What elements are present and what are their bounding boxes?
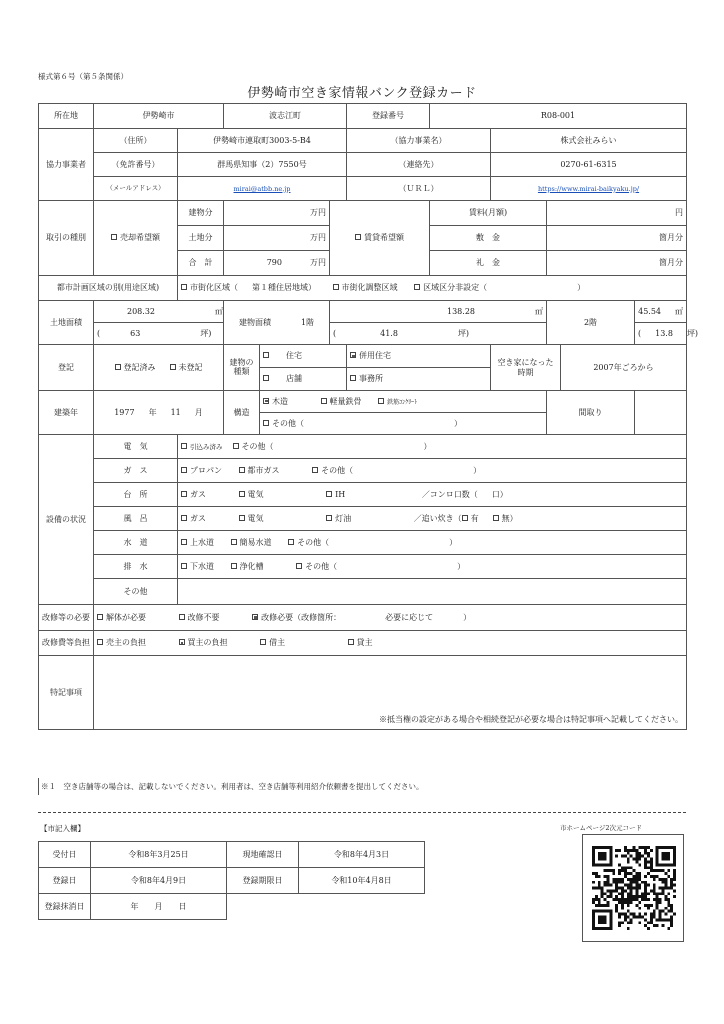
shop-checkbox[interactable] bbox=[263, 375, 269, 381]
facilities-other-label: その他 bbox=[94, 579, 178, 605]
house-option: 住宅 bbox=[260, 345, 347, 368]
floor1-area-tsubo: ( 41.8 坪) bbox=[330, 323, 547, 345]
inspection-date-label: 現地確認日 bbox=[227, 842, 299, 868]
gas-options: プロパン 都市ガス その他（ ） bbox=[178, 459, 687, 483]
office-checkbox[interactable] bbox=[350, 375, 356, 381]
registration-number: R08-001 bbox=[430, 104, 687, 129]
cooperator-email-link[interactable]: mirai@atbb.ne.jp bbox=[233, 184, 291, 193]
registration-options: 登記済み 未登記 bbox=[94, 345, 224, 391]
zoning-label: 都市計画区域の別(用途区域) bbox=[39, 276, 178, 301]
cooperator-company: 株式会社みらい bbox=[491, 129, 687, 153]
land-price: 万円 bbox=[224, 226, 330, 251]
page-title: 伊勢崎市空き家情報バンク登録カード bbox=[247, 86, 477, 101]
vacancy-period: 2007年ごろから bbox=[561, 345, 687, 391]
rent-checkbox[interactable] bbox=[355, 234, 361, 240]
kitchen-ih-checkbox[interactable] bbox=[326, 491, 332, 497]
land-area-sqm: 208.32 ㎡ bbox=[94, 301, 224, 323]
sale-checkbox[interactable] bbox=[111, 234, 117, 240]
reheat-yes-checkbox[interactable] bbox=[462, 515, 468, 521]
cooperator-license: 群馬県知事（2）7550号 bbox=[178, 153, 347, 177]
drain-sewer-checkbox[interactable] bbox=[181, 563, 187, 569]
bath-gas-checkbox[interactable] bbox=[181, 515, 187, 521]
wood-checkbox[interactable] bbox=[263, 398, 269, 404]
land-price-label: 土地分 bbox=[178, 226, 224, 251]
registration-form-table bbox=[38, 103, 699, 730]
structure-other-checkbox[interactable] bbox=[263, 420, 269, 426]
cooperator-url-label: （ＵＲＬ） bbox=[347, 177, 491, 201]
deposit-unit: 箇月分 bbox=[547, 226, 687, 251]
cooperator-license-label: （免許番号） bbox=[94, 153, 178, 177]
transaction-label: 取引の種別 bbox=[39, 201, 94, 276]
structure-options: 木造 軽量鉄骨 鉄筋ｺﾝｸﾘｰﾄ bbox=[260, 391, 547, 413]
floor1-area-sqm: 138.28 ㎡ bbox=[330, 301, 547, 323]
light-steel-checkbox[interactable] bbox=[321, 398, 327, 404]
bath-label: 風 呂 bbox=[94, 507, 178, 531]
cooperator-address-label: （住所） bbox=[94, 129, 178, 153]
registered-checkbox[interactable] bbox=[115, 364, 121, 370]
facilities-label: 設備の状況 bbox=[39, 435, 94, 605]
building-type-label: 建物の種類 bbox=[224, 345, 260, 391]
mixed-house-checkbox[interactable] bbox=[350, 352, 356, 358]
reheat-no-checkbox[interactable] bbox=[493, 515, 499, 521]
house-checkbox[interactable] bbox=[263, 352, 269, 358]
registered-date: 令和8年4月9日 bbox=[91, 868, 227, 894]
office-use-label: 【市記入欄】 bbox=[40, 824, 85, 833]
registered-date-label: 登録日 bbox=[39, 868, 91, 894]
kitchen-options: ガス 電気 IH ／コンロ口数（ 口） bbox=[178, 483, 687, 507]
monthly-rent-unit: 円 bbox=[547, 201, 687, 226]
total-price: 790 万円 bbox=[224, 251, 330, 276]
cancel-date-label: 登録抹消日 bbox=[39, 894, 91, 920]
kitchen-label: 台 所 bbox=[94, 483, 178, 507]
location-city: 伊勢崎市 bbox=[94, 104, 224, 129]
buyer-pays-checkbox[interactable] bbox=[179, 639, 185, 645]
qr-label: 市ホームページ2次元コード bbox=[560, 824, 643, 832]
cooperator-company-label: （協力事業名） bbox=[347, 129, 491, 153]
structure-label: 構造 bbox=[224, 391, 260, 435]
cut-line bbox=[38, 812, 686, 813]
expiry-date: 令和10年4月8日 bbox=[299, 868, 425, 894]
repair-options: 解体が必要 改修不要 改修必要（改修箇所： 必要に応じて ） bbox=[94, 605, 687, 631]
electric-other-checkbox[interactable] bbox=[233, 443, 239, 449]
location-label: 所在地 bbox=[39, 104, 94, 129]
bath-kerosene-checkbox[interactable] bbox=[326, 515, 332, 521]
repair-label: 改修等の必要 bbox=[39, 605, 94, 631]
cooperator-label: 協力事業者 bbox=[39, 129, 94, 201]
monthly-rent-label: 賃料(月額) bbox=[430, 201, 547, 226]
floor2-label: 2階 bbox=[547, 301, 635, 345]
layout-label: 間取り bbox=[547, 391, 635, 435]
building-price-label: 建物分 bbox=[178, 201, 224, 226]
electric-options: 引込み済み その他（ ） bbox=[178, 435, 687, 459]
received-date-label: 受付日 bbox=[39, 842, 91, 868]
tenant-pays-checkbox[interactable] bbox=[260, 639, 266, 645]
zoning-options: 市街化区域（ 第１種住居地域） 市街化調整区域 区域区分非設定（ ） bbox=[178, 276, 687, 301]
gas-label: ガ ス bbox=[94, 459, 178, 483]
rc-checkbox[interactable] bbox=[378, 398, 384, 404]
construction-date: 1977 年 11 月 bbox=[94, 391, 224, 435]
facilities-other-value bbox=[178, 579, 687, 605]
demolish-checkbox[interactable] bbox=[97, 614, 103, 620]
drain-other-checkbox[interactable] bbox=[296, 563, 302, 569]
qr-code-icon[interactable] bbox=[592, 846, 676, 930]
repair-needed-checkbox[interactable] bbox=[252, 614, 258, 620]
key-money-label: 礼 金 bbox=[430, 251, 547, 276]
land-area-tsubo: ( 63 坪) bbox=[94, 323, 224, 345]
building-area-label: 建物面積 1階 bbox=[224, 301, 330, 345]
office-use-table bbox=[38, 841, 425, 920]
landlord-pays-checkbox[interactable] bbox=[348, 639, 354, 645]
drain-label: 排 水 bbox=[94, 555, 178, 579]
inspection-date: 令和8年4月3日 bbox=[299, 842, 425, 868]
vacancy-label: 空き家になった時期 bbox=[491, 345, 561, 391]
footnote: ※１ 空き店舗等の場合は、記載しないでください。利用者は、空き店舗等利用紹介依頼書を提出してください。 bbox=[38, 778, 685, 795]
bath-options: ガス 電気 灯油 ／追い炊き（ 有 無） bbox=[178, 507, 687, 531]
water-public-checkbox[interactable] bbox=[181, 539, 187, 545]
drain-options: 下水道 浄化槽 その他（ ） bbox=[178, 555, 687, 579]
seller-pays-checkbox[interactable] bbox=[97, 639, 103, 645]
drain-septic-checkbox[interactable] bbox=[231, 563, 237, 569]
urban-area-checkbox[interactable] bbox=[181, 284, 187, 290]
location-town: 波志江町 bbox=[224, 104, 347, 129]
floor2-area-tsubo: ( 13.8 坪) bbox=[635, 323, 687, 345]
shop-option: 店舗 bbox=[260, 368, 347, 391]
qr-code-box[interactable] bbox=[582, 834, 684, 942]
cooperator-address: 伊勢崎市連取町3003-5-B4 bbox=[178, 129, 347, 153]
construction-year-label: 建築年 bbox=[39, 391, 94, 435]
water-simple-checkbox[interactable] bbox=[231, 539, 237, 545]
water-label: 水 道 bbox=[94, 531, 178, 555]
mixed-house-option: 併用住宅 bbox=[347, 345, 491, 368]
control-area-checkbox[interactable] bbox=[333, 284, 339, 290]
gas-other-checkbox[interactable] bbox=[312, 467, 318, 473]
special-notes-caution: ※抵当権の設定がある場合や相続登記が必要な場合は特記事項へ記載してください。 bbox=[379, 714, 684, 724]
layout-value bbox=[635, 391, 687, 435]
cooperator-url-link[interactable]: https://www.mirai-baikyaku.jp/ bbox=[537, 184, 640, 193]
floor2-area-sqm: 45.54 ㎡ bbox=[635, 301, 687, 323]
gas-propane-checkbox[interactable] bbox=[181, 467, 187, 473]
received-date: 令和8年3月25日 bbox=[91, 842, 227, 868]
office-option: 事務所 bbox=[347, 368, 491, 391]
water-other-checkbox[interactable] bbox=[288, 539, 294, 545]
building-price: 万円 bbox=[224, 201, 330, 226]
cooperator-contact-label: （連絡先） bbox=[347, 153, 491, 177]
total-price-label: 合 計 bbox=[178, 251, 224, 276]
electric-connected-checkbox[interactable] bbox=[181, 443, 187, 449]
special-notes-label: 特記事項 bbox=[39, 656, 94, 730]
gas-city-checkbox[interactable] bbox=[239, 467, 245, 473]
no-repair-checkbox[interactable] bbox=[179, 614, 185, 620]
cooperator-contact: 0270-61-6315 bbox=[491, 153, 687, 177]
water-options: 上水道 簡易水道 その他（ ） bbox=[178, 531, 687, 555]
form-number: 様式第６号（第５条関係） bbox=[38, 72, 128, 81]
electric-label: 電 気 bbox=[94, 435, 178, 459]
kitchen-gas-checkbox[interactable] bbox=[181, 491, 187, 497]
repair-cost-options: 売主の負担 買主の負担 借主 貸主 bbox=[94, 631, 687, 656]
cooperator-email-label: （メールアドレス） bbox=[94, 177, 178, 201]
registration-number-label: 登録番号 bbox=[347, 104, 430, 129]
kitchen-electric-checkbox[interactable] bbox=[239, 491, 245, 497]
bath-electric-checkbox[interactable] bbox=[239, 515, 245, 521]
structure-other: その他（ ） bbox=[260, 413, 547, 435]
special-notes bbox=[94, 656, 687, 730]
land-area-label: 土地面積 bbox=[39, 301, 94, 345]
deposit-label: 敷 金 bbox=[430, 226, 547, 251]
sale-option[interactable]: 売却希望額 bbox=[94, 201, 178, 276]
cancel-date: 年 月 日 bbox=[91, 894, 227, 920]
repair-cost-label: 改修費等負担 bbox=[39, 631, 94, 656]
unregistered-checkbox[interactable] bbox=[170, 364, 176, 370]
key-money-unit: 箇月分 bbox=[547, 251, 687, 276]
undivided-area-checkbox[interactable] bbox=[414, 284, 420, 290]
expiry-date-label: 登録期限日 bbox=[227, 868, 299, 894]
rent-option[interactable]: 賃貸希望額 bbox=[330, 201, 430, 276]
registration-label: 登記 bbox=[39, 345, 94, 391]
